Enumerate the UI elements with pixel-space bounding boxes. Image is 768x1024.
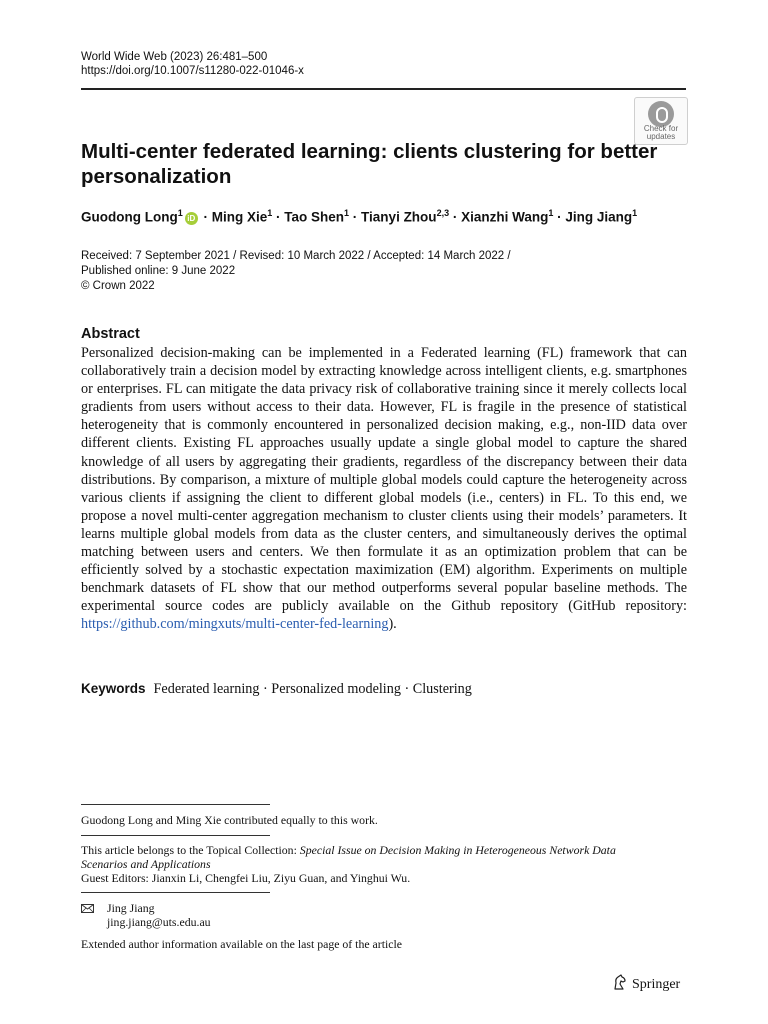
collection-title: Special Issue on Decision Making in Heterogeneous Network Data Scenarios and Applications xyxy=(81,843,616,871)
author-separator: · xyxy=(553,209,566,225)
abstract-heading: Abstract xyxy=(81,326,140,342)
extended-info-note: Extended author information available on the last page of the article xyxy=(81,937,403,951)
equal-contribution-note: Guodong Long and Ming Xie contributed equally to this work. xyxy=(81,813,378,827)
abstract-text-end: ). xyxy=(388,616,397,633)
author-list xyxy=(81,208,637,225)
publication-dates xyxy=(81,249,511,294)
author-separator: · xyxy=(272,209,285,225)
author-separator: · xyxy=(449,209,462,225)
check-for-updates-badge[interactable] xyxy=(634,97,688,145)
keywords xyxy=(81,681,472,698)
copyright: © Crown 2022 xyxy=(81,280,155,292)
guest-editors-note: Guest Editors: Jianxin Li, Chengfei Liu, Ziyu Guan, and Yinghui Wu. xyxy=(81,871,411,885)
envelope-icon xyxy=(81,904,94,913)
github-link[interactable]: https://github.com/mingxuts/multi-center-fed-learning xyxy=(81,616,389,633)
author-affiliation: 1 xyxy=(177,208,183,218)
keywords-label: Keywords xyxy=(81,681,146,696)
author-name[interactable]: Guodong Long xyxy=(81,209,178,225)
header-rule xyxy=(81,88,686,90)
author-affiliation: 1 xyxy=(344,208,350,218)
author-name[interactable]: Xianzhi Wang xyxy=(461,209,549,225)
author-affiliation: 2,3 xyxy=(436,208,450,218)
paper-title: Multi-center federated learning: clients clustering for better personalization xyxy=(81,140,658,188)
footnote-rule xyxy=(81,892,270,893)
abstract-text: Personalized decision-making can be implemented in a Federated learning (FL) framework that can collaboratively train a decision model by extracting knowledge across intelligent clients, e.g. smartphones or enterprises. FL can mitigate the data privacy risk of collaborative training since it merely collects local gradients from users without access to their data. However, FL is fragile in the presence of statistical heterogeneity that is commonly encountered in personalized decision making, e.g., non-IID data over different clients. Existing FL approaches usually update a single global model to capture the shared knowledge of all users by aggregating their gradients, regardless of the discrepancy between their data distributions. By comparison, a mixture of multiple global models could capture the heterogeneity across various clients if assigning the client to different global models (i.e., centers) in FL. To this end, we propose a novel multi-center aggregation mechanism to cluster clients using their models’ parameters. It learns multiple global models from data as the cluster centers, and simultaneously derives the optimal matching between users and centers. We then formulate it as an optimization problem that can be efficiently solved by a stochastic expectation maximization (EM) algorithm. Experiments on multiple benchmark datasets of FL show that our method outperforms several popular baseline methods. The experimental source codes are publicly available on the Github repository (GitHub repository: xyxy=(81,345,687,615)
received-dates: Received: 7 September 2021 / Revised: 10 March 2022 / Accepted: 14 March 2022 / xyxy=(81,250,511,262)
contact-email[interactable]: jing.jiang@uts.edu.au xyxy=(107,915,211,929)
contact-name: Jing Jiang xyxy=(107,901,155,915)
footnote-rule xyxy=(81,835,270,836)
publisher-logo xyxy=(612,974,680,993)
journal-citation xyxy=(81,50,304,78)
topical-collection-note: This article belongs to the Topical Collection: Special Issue on Decision Making in Heterogeneous Network Data Scenarios and Applications xyxy=(81,843,616,871)
check-for-updates-label: Check for updates xyxy=(643,124,679,141)
orcid-icon[interactable]: iD xyxy=(185,212,198,225)
keywords-value: Federated learning · Personalized modeling · Clustering xyxy=(153,681,472,697)
publisher-name: Springer xyxy=(632,977,681,992)
springer-horse-icon xyxy=(612,974,628,991)
author-separator: · xyxy=(199,209,212,225)
author-name[interactable]: Tao Shen xyxy=(284,209,345,225)
footnote-rule xyxy=(81,804,270,805)
abstract-body xyxy=(81,344,687,634)
author-affiliation: 1 xyxy=(548,208,554,218)
author-separator: · xyxy=(349,209,362,225)
journal-line: World Wide Web (2023) 26:481–500 xyxy=(81,51,268,63)
author-affiliation: 1 xyxy=(632,208,638,218)
author-name[interactable]: Ming Xie xyxy=(211,209,268,225)
corresponding-author xyxy=(107,901,211,929)
author-name[interactable]: Tianyi Zhou xyxy=(361,209,437,225)
author-affiliation: 1 xyxy=(267,208,273,218)
author-name[interactable]: Jing Jiang xyxy=(565,209,633,225)
published-online: Published online: 9 June 2022 xyxy=(81,265,236,277)
doi-line[interactable]: https://doi.org/10.1007/s11280-022-01046-x xyxy=(81,65,304,77)
